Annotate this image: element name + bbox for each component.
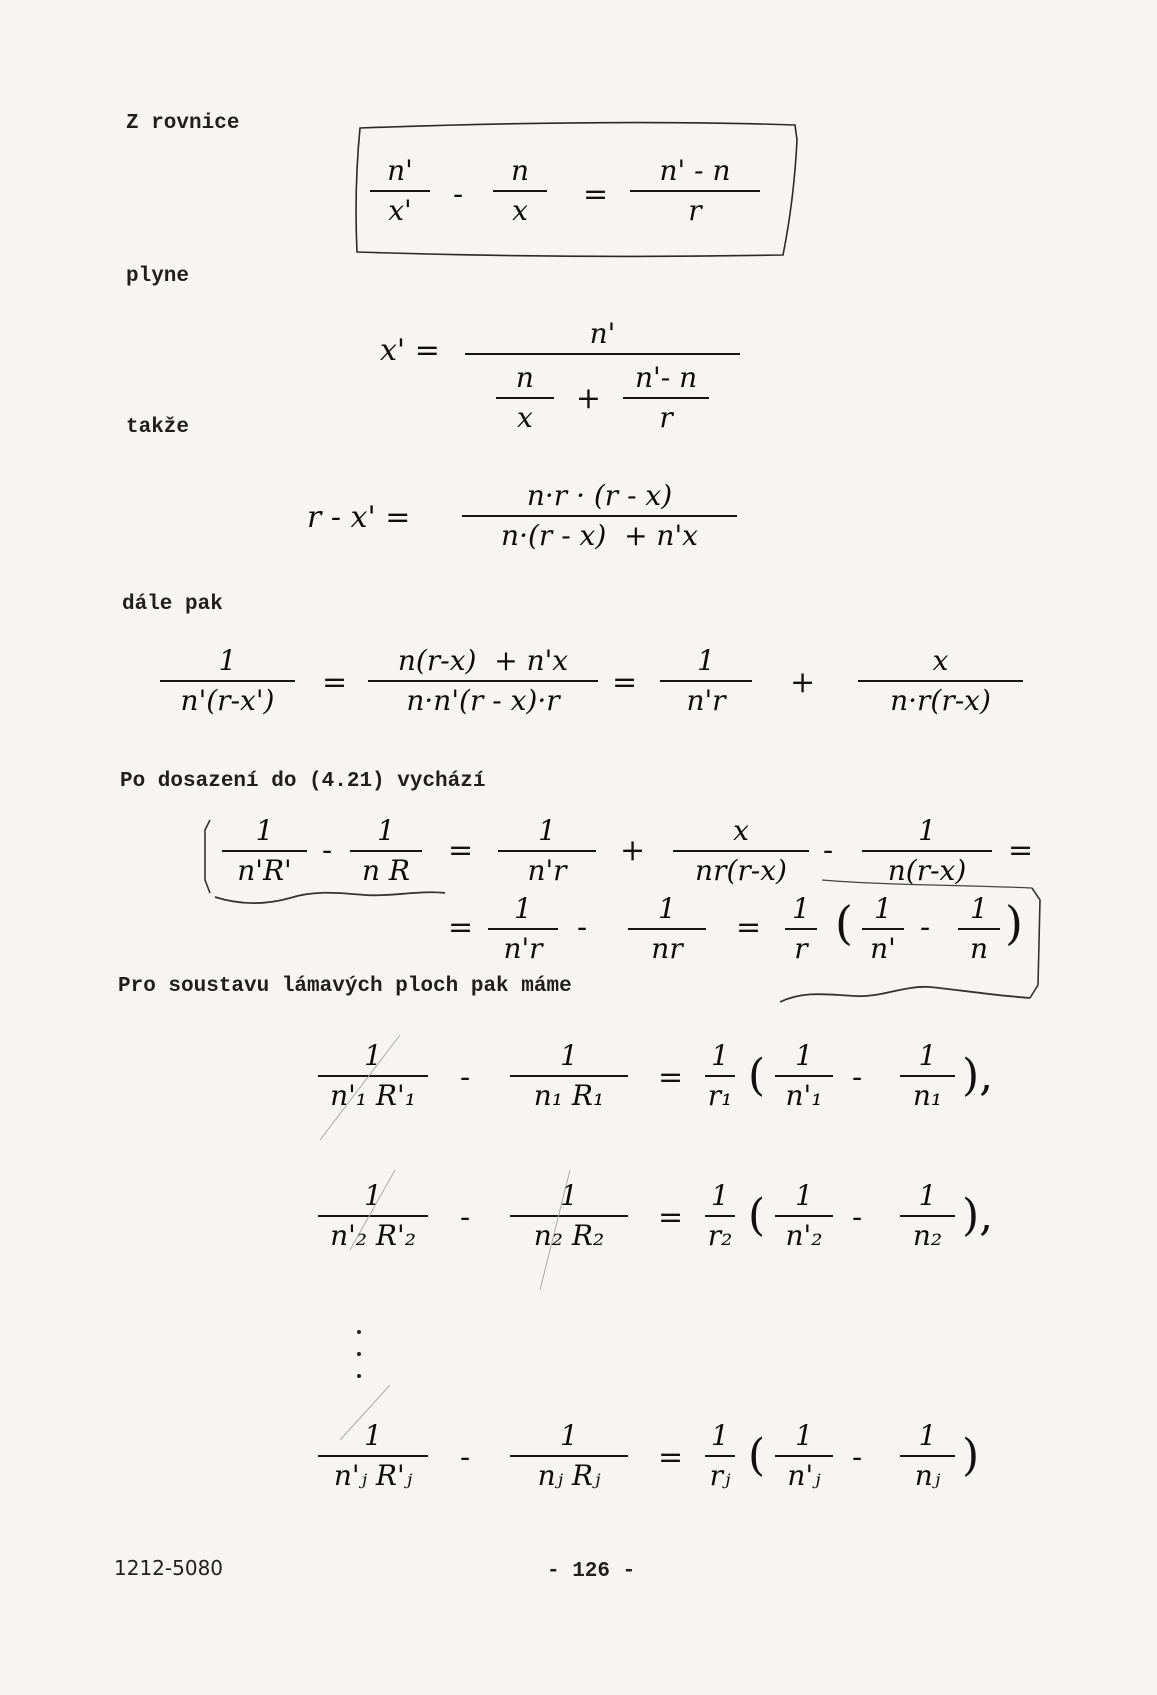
row1-fraction-c-numerator: 1	[711, 1039, 729, 1072]
eq1-c-denominator: r	[688, 194, 702, 228]
eq5-wavy-underline-2	[780, 987, 1030, 1002]
row2-fraction-e-numerator: 1	[918, 1179, 937, 1212]
eq5-g2-numerator: 1	[658, 892, 676, 925]
eq5-f2-denominator: n R	[361, 854, 410, 888]
eq5-f1-denominator: n'R'	[237, 854, 292, 888]
eq5-paren-close: )	[1005, 896, 1023, 950]
text-takze: takže	[126, 416, 190, 439]
eq5-equals-1: =	[448, 833, 474, 868]
row3-fraction-e-denominator: nⱼ	[914, 1459, 941, 1493]
eq5-f5-denominator: n(r-x)	[887, 854, 967, 888]
eq4-equals-1: =	[322, 665, 348, 700]
eq5-minus-3: -	[577, 910, 588, 945]
faint-pencil-stroke-1	[320, 1035, 400, 1140]
row1-paren-close: ),	[962, 1050, 994, 1101]
row1-fraction-c-denominator: r₁	[707, 1079, 733, 1113]
eq1-hand-drawn-box	[356, 122, 797, 256]
eq5-g5-denominator: n	[969, 932, 989, 966]
eq5-f4-numerator: x	[733, 814, 749, 847]
row3-minus: -	[460, 1440, 471, 1475]
row3-fraction-d-numerator: 1	[795, 1419, 813, 1452]
eq4-f1-denominator: n'(r-x')	[180, 684, 275, 718]
eq1-b-numerator: n	[510, 154, 530, 187]
eq5-minus-4: -	[920, 910, 931, 945]
eq5-wavy-underline-1	[215, 892, 445, 903]
eq2-lhs: x' =	[380, 333, 440, 368]
faint-pencil-stroke-4	[340, 1385, 390, 1440]
row1-paren-open: (	[748, 1050, 766, 1101]
eq2-numerator: n'	[589, 317, 616, 350]
row2-paren-close: ),	[962, 1190, 994, 1241]
eq5-connecting-stroke	[822, 880, 1032, 888]
eq5-equals-4: =	[736, 910, 762, 945]
faint-pencil-stroke-2	[350, 1170, 395, 1250]
row2-paren-open: (	[748, 1190, 766, 1241]
eq1-equals: =	[583, 177, 609, 212]
text-plyne: plyne	[126, 265, 190, 288]
text-pro-soustavu: Pro soustavu lámavých ploch pak máme	[118, 975, 572, 998]
eq5-minus-1: -	[322, 833, 333, 868]
row2-fraction-c-numerator: 1	[711, 1179, 729, 1212]
row2-fraction-a-numerator: 1	[364, 1179, 382, 1212]
eq2-d1-numerator: n	[515, 361, 534, 395]
eq4-f3-numerator: 1	[697, 644, 715, 677]
eq5-g4-denominator: n'	[870, 932, 896, 966]
row2-fraction-d-numerator: 1	[795, 1179, 813, 1212]
eq1-a-denominator: x'	[388, 194, 412, 228]
eq4-equals-2: =	[612, 665, 638, 700]
text-dale-pak: dále pak	[122, 593, 223, 616]
eq5-g2-denominator: nr	[651, 932, 683, 966]
row2-fraction-c-denominator: r₂	[707, 1219, 733, 1253]
eq3-denominator: n·(r - x) + n'x	[501, 519, 698, 553]
eq4-plus: +	[790, 665, 816, 700]
row2-fraction-d-denominator: n'₂	[785, 1219, 823, 1253]
eq2-plus: +	[575, 380, 602, 416]
eq5-right-bracket	[1030, 888, 1040, 998]
row1-fraction-e-denominator: n₁	[912, 1079, 943, 1113]
eq5-f1-numerator: 1	[255, 814, 274, 847]
eq4-f2-numerator: n(r-x) + n'x	[397, 644, 569, 677]
eq5-minus-2: -	[823, 833, 834, 868]
eq4-f4-numerator: x	[932, 644, 949, 677]
text-po-dosazeni: Po dosazení do (4.21) vychází	[120, 770, 486, 793]
eq1-a-numerator: n'	[387, 154, 413, 187]
eq4-f4-denominator: n·r(r-x)	[890, 684, 991, 718]
eq5-g4-numerator: 1	[874, 892, 892, 925]
eq1-b-denominator: x	[512, 194, 528, 228]
row2-minus-2: -	[852, 1200, 863, 1235]
eq5-g3-denominator: r	[794, 932, 808, 966]
eq5-left-bracket	[205, 820, 210, 893]
row1-equals: =	[658, 1060, 684, 1095]
eq5-g1-denominator: n'r	[503, 932, 543, 966]
row1-fraction-b-denominator: n₁ R₁	[533, 1079, 605, 1113]
eq2-d2-denominator: r	[659, 401, 673, 435]
row3-fraction-a-numerator: 1	[364, 1419, 382, 1452]
eq5-g3-numerator: 1	[792, 892, 810, 925]
row1-fraction-a-numerator: 1	[364, 1039, 382, 1072]
eq5-f3-numerator: 1	[538, 814, 556, 847]
eq3-lhs: r - x' =	[307, 500, 411, 535]
faint-pencil-stroke-3	[540, 1170, 570, 1290]
row2-fraction-a-denominator: n'₂ R'₂	[330, 1219, 416, 1253]
row2-equals: =	[658, 1200, 684, 1235]
eq5-equals-3: =	[448, 910, 474, 945]
eq5-g1-numerator: 1	[514, 892, 532, 925]
row3-fraction-c-denominator: rⱼ	[709, 1459, 731, 1493]
text-z-rovnice: Z rovnice	[126, 112, 240, 135]
row1-fraction-b-numerator: 1	[560, 1039, 578, 1072]
row3-minus-2: -	[852, 1440, 863, 1475]
eq1-minus: -	[453, 177, 464, 212]
eq5-equals-2: =	[1008, 833, 1034, 868]
eq5-g5-numerator: 1	[970, 892, 988, 925]
row1-fraction-d-numerator: 1	[795, 1039, 813, 1072]
row3-equals: =	[658, 1440, 684, 1475]
row3-fraction-b-denominator: nⱼ Rⱼ	[537, 1459, 601, 1493]
footer-document-code: 1212-5080	[114, 1556, 224, 1580]
footer-page-number: - 126 -	[547, 1560, 636, 1583]
eq4-f2-denominator: n·n'(r - x)·r	[406, 684, 560, 718]
eq4-f1-numerator: 1	[218, 644, 237, 677]
eq5-f3-denominator: n'r	[527, 854, 567, 888]
eq5-paren-open: (	[835, 896, 853, 950]
row2-fraction-b-numerator: 1	[560, 1179, 578, 1212]
eq5-f2-numerator: 1	[377, 814, 395, 847]
row1-minus-2: -	[852, 1060, 863, 1095]
row3-paren-open: (	[748, 1430, 766, 1481]
eq5-plus: +	[620, 833, 646, 868]
eq5-f4-denominator: nr(r-x)	[695, 854, 787, 888]
row3-fraction-c-numerator: 1	[711, 1419, 729, 1452]
eq3-numerator: n·r · (r - x)	[526, 479, 673, 512]
eq5-f5-numerator: 1	[918, 814, 936, 847]
eq4-f3-denominator: n'r	[686, 684, 726, 718]
row1-fraction-a-denominator: n'₁ R'₁	[330, 1079, 416, 1113]
eq2-d2-numerator: n'- n	[635, 361, 698, 395]
row3-fraction-a-denominator: n'ⱼ R'ⱼ	[333, 1459, 413, 1493]
row3-fraction-b-numerator: 1	[560, 1419, 578, 1452]
eq1-c-numerator: n' - n	[659, 154, 731, 187]
eq2-d1-denominator: x	[517, 401, 533, 435]
row2-fraction-b-denominator: n₂ R₂	[533, 1219, 605, 1253]
row3-fraction-e-numerator: 1	[918, 1419, 937, 1452]
row3-paren-close: )	[962, 1430, 980, 1481]
row2-minus: -	[460, 1200, 471, 1235]
row1-fraction-e-numerator: 1	[918, 1039, 937, 1072]
row1-fraction-d-denominator: n'₁	[785, 1079, 823, 1113]
row1-minus: -	[460, 1060, 471, 1095]
row3-fraction-d-denominator: n'ⱼ	[787, 1459, 821, 1493]
row2-fraction-e-denominator: n₂	[912, 1219, 943, 1253]
